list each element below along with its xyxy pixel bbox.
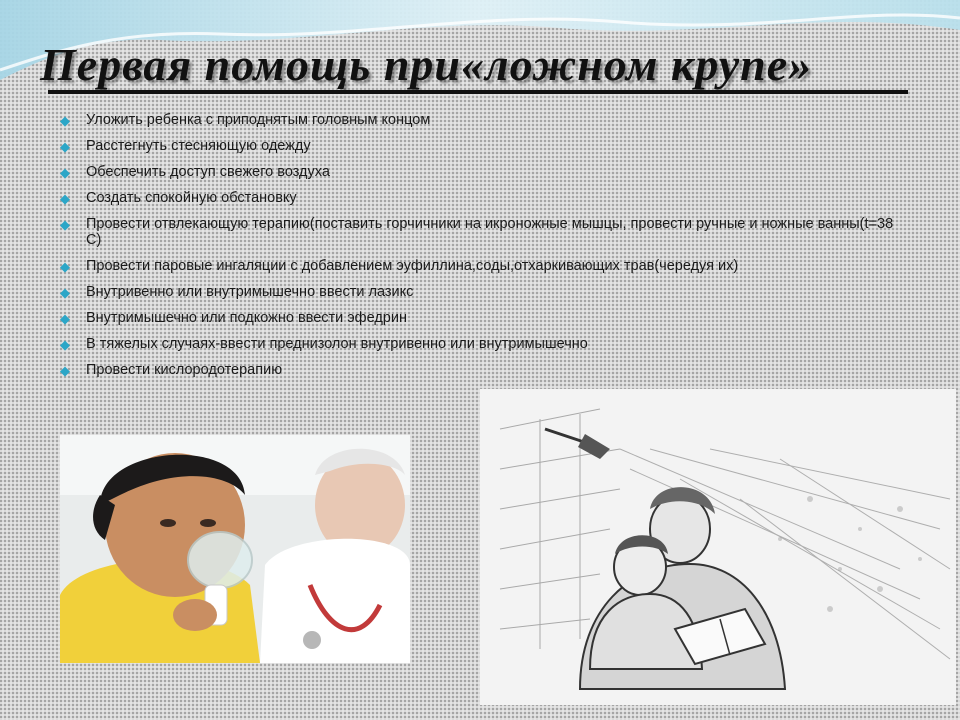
list-item: ◆ Провести отвлекающую терапию(поставить горчичники на икроножные мышцы, провести ручные и ножные ванны(t=38 С) — [60, 216, 894, 248]
list-item: ◆ Уложить ребенка с приподнятым головным концом — [60, 112, 431, 128]
nebulizer-photo-illustration — [60, 435, 410, 663]
diamond-bullet-icon: ◆ — [60, 217, 70, 232]
list-item: ◆ Внутривенно или внутримышечно ввести лазикс — [60, 284, 414, 300]
slide-title: Первая помощь при«ложном крупе» — [40, 39, 813, 90]
title-underline — [48, 90, 908, 94]
list-item: ◆ Провести паровые ингаляции с добавлением эуфиллина,соды,отхаркивающих трав(чередуя их) — [60, 258, 739, 274]
list-item: ◆ Внутримышечно или подкожно ввести эфедрин — [60, 310, 407, 326]
nebulizer-child-photo — [60, 435, 410, 663]
list-item: ◆ Обеспечить доступ свежего воздуха — [60, 164, 330, 180]
diamond-bullet-icon: ◆ — [60, 337, 70, 352]
diamond-bullet-icon: ◆ — [60, 311, 70, 326]
diamond-bullet-icon: ◆ — [60, 165, 70, 180]
diamond-bullet-icon: ◆ — [60, 363, 70, 378]
diamond-bullet-icon: ◆ — [60, 139, 70, 154]
list-item: ◆ Расстегнуть стесняющую одежду — [60, 138, 311, 154]
first-aid-steps-list — [58, 112, 908, 388]
diamond-bullet-icon: ◆ — [60, 113, 70, 128]
diamond-bullet-icon: ◆ — [60, 259, 70, 274]
bathroom-steam-sketch — [480, 389, 956, 705]
diamond-bullet-icon: ◆ — [60, 285, 70, 300]
mother-child-sketch-illustration — [480, 389, 956, 705]
list-item: ◆ Создать спокойную обстановку — [60, 190, 297, 206]
list-item: ◆ В тяжелых случаях-ввести преднизолон внутривенно или внутримышечно — [60, 336, 588, 352]
list-item: ◆ Провести кислородотерапию — [60, 362, 283, 378]
diamond-bullet-icon: ◆ — [60, 191, 70, 206]
